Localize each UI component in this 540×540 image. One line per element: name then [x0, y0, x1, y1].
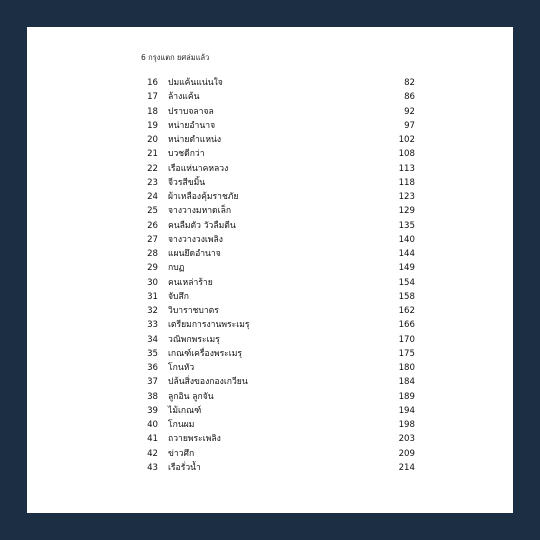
- toc-entry-title: เกณฑ์เครื่องพระเมรุ: [168, 348, 243, 359]
- toc-entry-number: 31: [147, 291, 158, 302]
- toc-entry-page: 86: [404, 92, 415, 103]
- toc-entry: [139, 418, 415, 432]
- toc-entry-page: 184: [398, 377, 415, 388]
- toc-entry: [139, 147, 415, 161]
- toc-entry-page: 92: [404, 106, 415, 117]
- toc-entry-title: ปมแค้นแน่นใจ: [168, 78, 223, 88]
- toc-entry-number: 18: [147, 106, 158, 117]
- toc-entry-page: 209: [398, 448, 415, 459]
- toc-entry-page: 170: [398, 334, 415, 345]
- toc-entry-number: 27: [147, 234, 158, 245]
- toc-entry-page: 113: [398, 163, 415, 174]
- toc-entry: [139, 404, 415, 418]
- toc-entry-page: 144: [398, 249, 415, 259]
- toc-entry: [139, 276, 415, 290]
- toc-entry: [139, 105, 415, 119]
- toc-entry-number: 30: [147, 277, 158, 288]
- toc-entry-title: ถวายพระเพลิง: [168, 434, 221, 445]
- toc-entry-title: เรือรั่วน้ำ: [168, 462, 201, 473]
- toc-entry-page: 158: [398, 291, 415, 302]
- toc-entry: [139, 219, 415, 233]
- toc-entry: [139, 190, 415, 204]
- toc-entry: [139, 233, 415, 247]
- toc-entry-page: 180: [398, 363, 415, 373]
- toc-entry-title: คนลืมตัว วัวลืมตีน: [168, 220, 236, 231]
- toc-entry-number: 17: [147, 92, 158, 103]
- toc-entry-page: 162: [398, 306, 415, 316]
- toc-entry-title: ปราบจลาจล: [168, 106, 214, 117]
- toc-entry-page: 189: [398, 391, 415, 402]
- toc-entry-page: 166: [398, 320, 415, 331]
- toc-entry-title: บวชดีกว่า: [168, 149, 205, 160]
- toc-entry-title: ผ้าเหลืองคุ้มราชภัย: [168, 192, 239, 202]
- toc-entry-title: โกนหัว: [168, 363, 195, 373]
- toc-entry-page: 102: [398, 135, 415, 145]
- toc-entry-title: ปล้นสิ่งของกองเกวียน: [168, 377, 248, 388]
- toc-entry-page: 214: [398, 462, 415, 473]
- toc-entry-title: จางวางวงเพลิง: [168, 234, 223, 245]
- toc-entry-number: 16: [147, 78, 158, 88]
- toc-entry-page: 194: [398, 405, 415, 416]
- toc-entry-title: โกนผม: [168, 420, 195, 430]
- toc-entry-title: เตรียมการงานพระเมรุ: [168, 320, 250, 331]
- toc-entry-title: ล้างแค้น: [168, 92, 200, 103]
- toc-entry-page: 154: [398, 277, 415, 288]
- toc-entry-page: 140: [398, 234, 415, 245]
- toc-entry-page: 129: [398, 206, 415, 217]
- book-page: [27, 27, 513, 513]
- toc-entry-number: 41: [147, 434, 158, 445]
- toc-entry-title: หน่ายอำนาจ: [168, 120, 216, 131]
- toc-entry: [139, 432, 415, 446]
- toc-entry-number: 36: [147, 363, 158, 373]
- toc-entry-page: 149: [398, 263, 415, 274]
- toc-entry-number: 19: [147, 120, 158, 131]
- toc-entry: [139, 90, 415, 104]
- running-header: 6 กรุงแตก ยศล่มแล้ว: [141, 53, 210, 62]
- toc-entry: [139, 447, 415, 461]
- toc-entry: [139, 390, 415, 404]
- toc-entry-page: 198: [398, 420, 415, 430]
- toc-entry-title: ลูกอิน ลูกจัน: [168, 391, 214, 402]
- toc-entry-page: 97: [404, 120, 415, 131]
- toc-entry-page: 203: [398, 434, 415, 445]
- toc-entry-number: 24: [147, 192, 158, 202]
- toc-entry-number: 23: [147, 177, 158, 188]
- toc-entry: [139, 361, 415, 375]
- toc-entry: [139, 76, 415, 90]
- toc-entry-title: ไม้เกณฑ์: [168, 405, 202, 416]
- toc-entry: [139, 461, 415, 475]
- toc-entry: [139, 247, 415, 261]
- toc-entry-number: 21: [147, 149, 158, 160]
- toc-entry-number: 34: [147, 334, 158, 345]
- toc-entry: [139, 304, 415, 318]
- toc-entry-number: 22: [147, 163, 158, 174]
- toc-entry-number: 28: [147, 249, 158, 259]
- toc-entry: [139, 162, 415, 176]
- toc-entry-page: 123: [398, 192, 415, 202]
- toc-entry-number: 26: [147, 220, 158, 231]
- toc-entry-page: 135: [398, 220, 415, 231]
- toc-entry-title: คนเหล่าร้าย: [168, 277, 213, 288]
- toc-entry-number: 25: [147, 206, 158, 217]
- toc-entry: [139, 333, 415, 347]
- toc-entry: [139, 318, 415, 332]
- toc-entry: [139, 176, 415, 190]
- toc-entry-number: 35: [147, 348, 158, 359]
- toc-entry: [139, 204, 415, 218]
- toc-entry-title: เรือแห่นาคหลวง: [168, 163, 229, 174]
- toc-entry: [139, 347, 415, 361]
- toc-entry-number: 38: [147, 391, 158, 402]
- toc-entry-page: 118: [398, 177, 415, 188]
- toc-entry-number: 29: [147, 263, 158, 274]
- toc-entry: [139, 119, 415, 133]
- toc-entry-number: 37: [147, 377, 158, 388]
- toc-entry-title: วณิพกพระเมรุ: [168, 334, 220, 345]
- toc-entry-page: 175: [398, 348, 415, 359]
- toc-entry-number: 40: [147, 420, 158, 430]
- toc-entry-number: 42: [147, 448, 158, 459]
- toc-entry-number: 43: [147, 462, 158, 473]
- toc-entry-title: วิบาราชบาตร: [168, 306, 219, 316]
- toc-entry-number: 33: [147, 320, 158, 331]
- toc-entry-title: กบฏ: [168, 263, 185, 274]
- toc-entry-title: หน่ายตำแหน่ง: [168, 135, 222, 145]
- toc-entry-page: 82: [404, 78, 415, 88]
- toc-entry-number: 39: [147, 405, 158, 416]
- toc-entry: [139, 261, 415, 275]
- toc-entry: [139, 375, 415, 389]
- toc-entry-title: จีวรสีขมิ้น: [168, 177, 206, 188]
- toc-entry-title: จับสึก: [168, 291, 189, 302]
- toc-entry-title: ข่าวศึก: [168, 448, 195, 459]
- toc-entry-title: แผนยึดอำนาจ: [168, 249, 221, 259]
- toc-entry-number: 20: [147, 135, 158, 145]
- toc-entry-number: 32: [147, 306, 158, 316]
- toc-entry-title: จางวางมหาดเล็ก: [168, 206, 232, 217]
- toc-entry-page: 108: [398, 149, 415, 160]
- toc-entry: [139, 290, 415, 304]
- toc-entry: [139, 133, 415, 147]
- table-of-contents: [139, 76, 415, 475]
